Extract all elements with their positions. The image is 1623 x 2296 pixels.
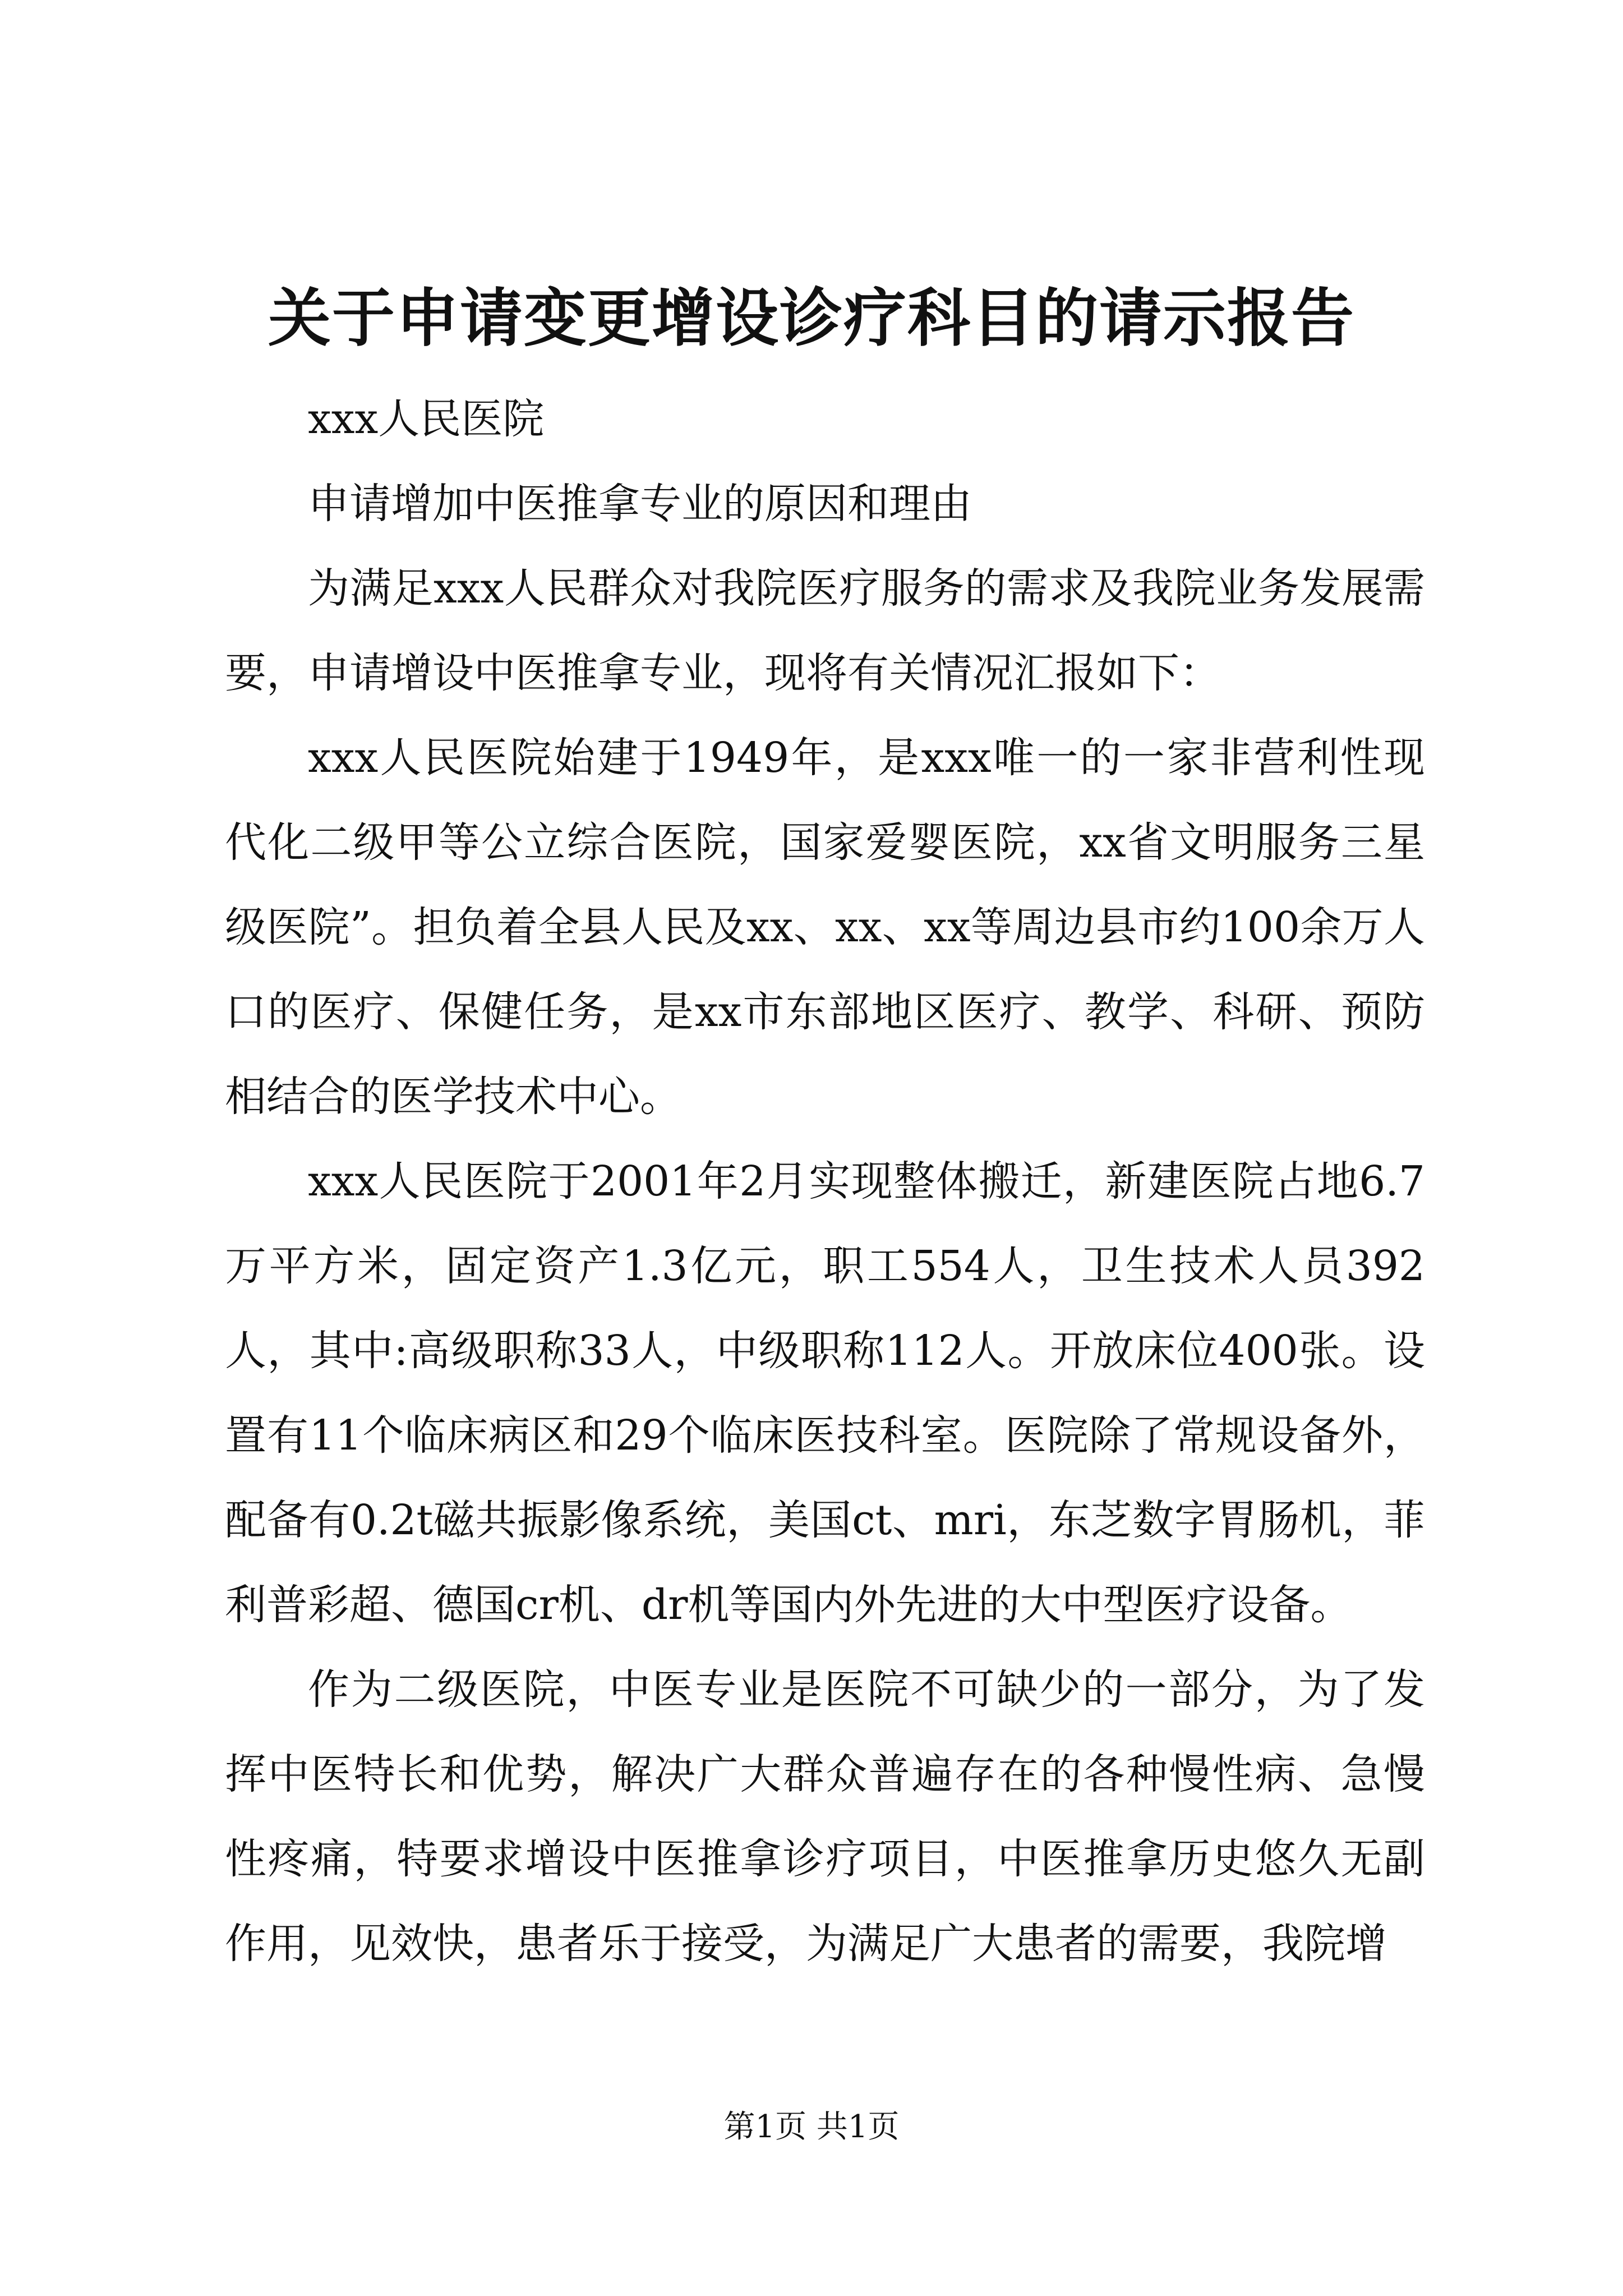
- paragraph-hospital-facilities: xxx人民医院于2001年2月实现整体搬迁，新建医院占地6.7万平方米，固定资产1.3亿元，职工554人，卫生技术人员392人，其中:高级职称33人，中级职称112人。开放床位400张。设置有11个临床病区和29个临床医技科室。医院除了常规设备外，配备有0.2t磁共振影像系统，美国ct、mri，东芝数字胃肠机，菲利普彩超、德国cr机、dr机等国内外先进的大中型医疗设备。: [225, 1157, 1425, 1629]
- document-body: [225, 377, 1425, 1986]
- paragraph-hospital-name: xxx人民医院: [308, 395, 545, 443]
- document-title: 关于申请变更增设诊疗科目的请示报告: [268, 282, 1355, 355]
- page-number-footer: 第1页 共1页: [723, 2109, 900, 2145]
- paragraph-subject: 申请增加中医推拿专业的原因和理由: [308, 480, 972, 528]
- paragraph-hospital-history: xxx人民医院始建于1949年，是xxx唯一的一家非营利性现代化二级甲等公立综合医院，国家爱婴医院，xx省文明服务三星级医院”。担负着全县人民及xx、xx、xx等周边县市约100余万人口的医疗、保健任务，是xx市东部地区医疗、教学、科研、预防相结合的医学技术中心。: [225, 734, 1425, 1121]
- paragraph-intro: 为满足xxx人民群众对我院医疗服务的需求及我院业务发展需要，申请增设中医推拿专业，现将有关情况汇报如下：: [225, 564, 1425, 697]
- paragraph-request-reason: 作为二级医院，中医专业是医院不可缺少的一部分，为了发挥中医特长和优势，解决广大群众普遍存在的各种慢性病、急慢性疼痛，特要求增设中医推拿诊疗项目，中医推拿历史悠久无副作用，见效快，患者乐于接受，为满足广大患者的需要，我院增: [225, 1665, 1425, 1968]
